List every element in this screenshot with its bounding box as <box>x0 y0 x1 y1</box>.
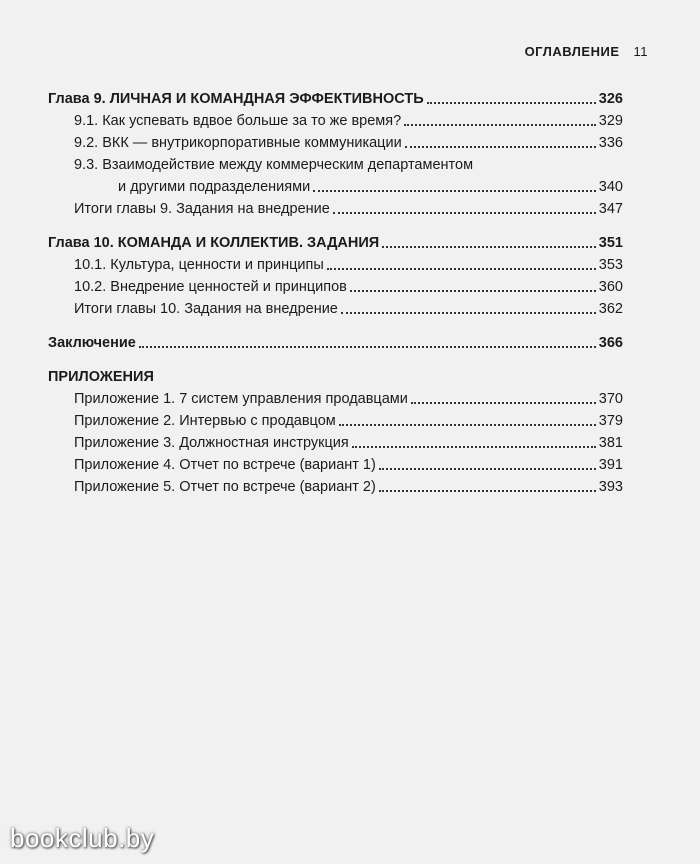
toc-entry-10-2: 10.2. Внедрение ценностей и принципов 360 <box>74 279 623 295</box>
toc-entry-9-3-cont: и другими подразделениями 340 <box>118 179 623 195</box>
toc-appendix-1: Приложение 1. 7 систем управления продавцами 370 <box>74 391 623 407</box>
toc-appendix-3: Приложение 3. Должностная инструкция 381 <box>74 435 623 451</box>
header-title: ОГЛАВЛЕНИЕ <box>524 44 620 59</box>
toc-appendix-5: Приложение 5. Отчет по встрече (вариант 2) 393 <box>74 479 623 495</box>
toc-entry-9-1: 9.1. Как успевать вдвое больше за то же время? 329 <box>74 113 623 129</box>
toc-entry-9-2: 9.2. ВКК — внутрикорпоративные коммуникации 336 <box>74 135 623 151</box>
watermark: bookclub.by <box>10 823 155 853</box>
toc-conclusion: Заключение 366 <box>48 335 623 351</box>
toc-entry-9-3: 9.3. Взаимодействие между коммерческим департаментом <box>74 157 474 173</box>
toc-chapter-9: Глава 9. ЛИЧНАЯ И КОМАНДНАЯ ЭФФЕКТИВНОСТЬ 326 <box>48 91 623 107</box>
toc-appendix-4: Приложение 4. Отчет по встрече (вариант 1) 391 <box>74 457 623 473</box>
toc-appendix-2: Приложение 2. Интервью с продавцом 379 <box>74 413 623 429</box>
toc-appendices-title: ПРИЛОЖЕНИЯ <box>48 369 154 385</box>
leader-dots <box>427 102 596 104</box>
table-of-contents <box>48 88 623 498</box>
toc-entry-10-summary: Итоги главы 10. Задания на внедрение 362 <box>74 301 623 317</box>
toc-entry-10-1: 10.1. Культура, ценности и принципы 353 <box>74 257 623 273</box>
toc-entry-9-summary: Итоги главы 9. Задания на внедрение 347 <box>74 201 623 217</box>
toc-chapter-10: Глава 10. КОМАНДА И КОЛЛЕКТИВ. ЗАДАНИЯ 351 <box>48 235 623 251</box>
running-header <box>525 44 648 59</box>
header-page-number: 11 <box>633 44 648 59</box>
